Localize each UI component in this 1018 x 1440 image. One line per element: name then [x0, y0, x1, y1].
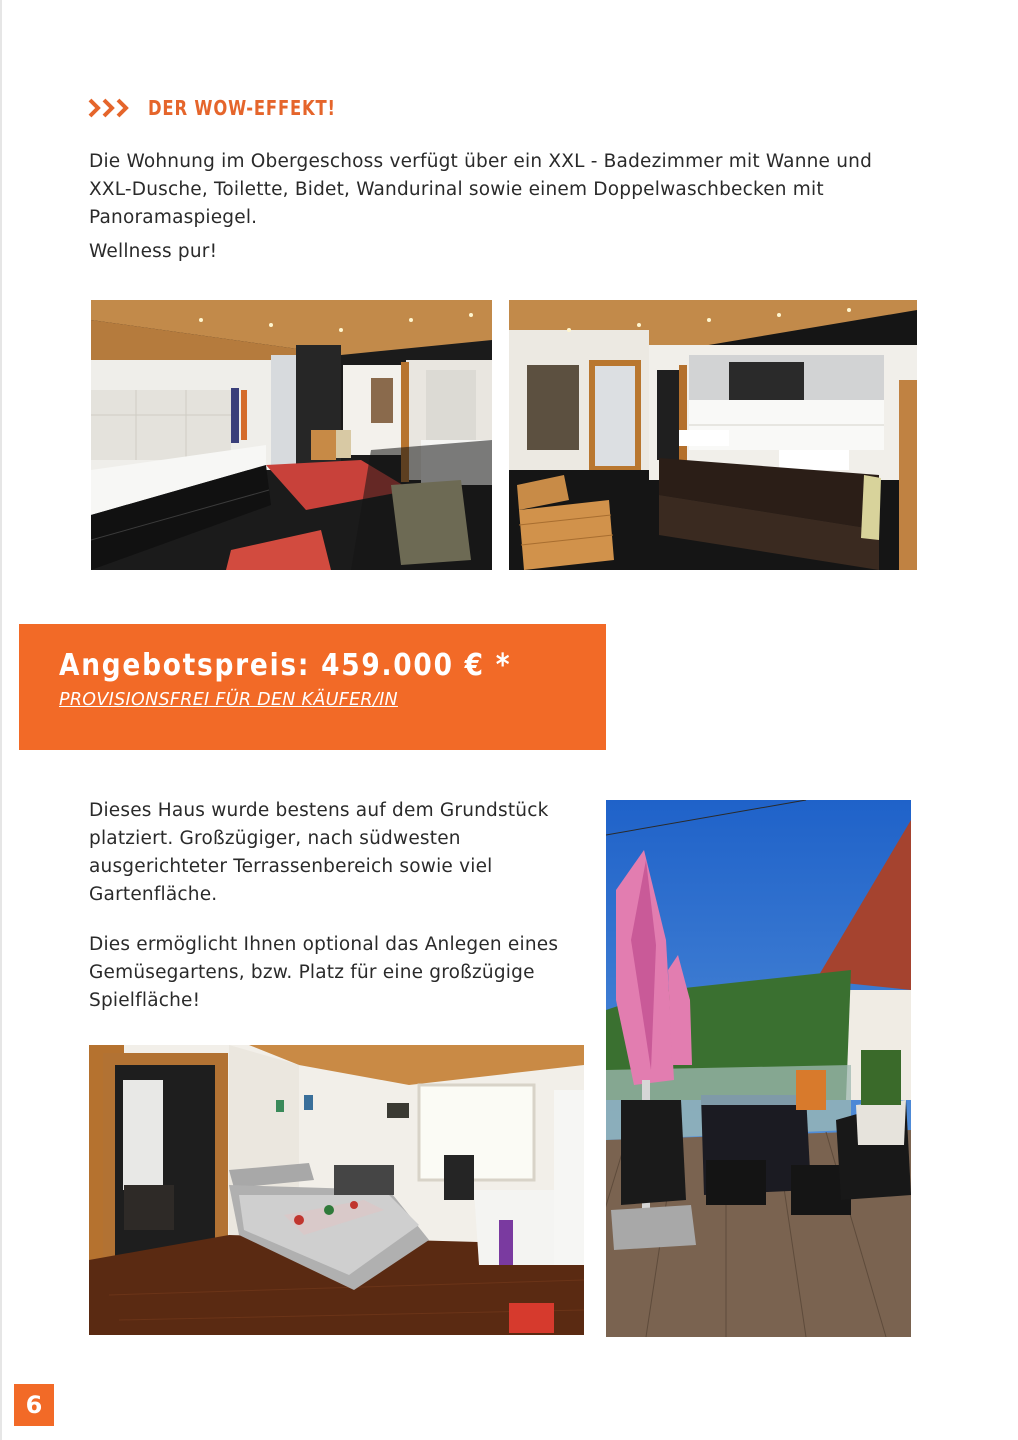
offer-price: Angebotspreis: 459.000 € *: [59, 648, 512, 683]
page-number: 6: [14, 1384, 54, 1426]
section-heading: [88, 92, 377, 124]
wellness-tagline: Wellness pur!: [89, 241, 218, 262]
bedroom-photo: [89, 1045, 584, 1335]
triple-chevron-icon: [88, 95, 134, 121]
page-edge: [0, 0, 2, 1440]
price-banner: [19, 624, 606, 750]
bathroom-photo-double-sink: [509, 300, 917, 570]
garden-options-text: Dies ermöglicht Ihnen optional das Anlegen eines Gemüsegartens, bzw. Platz für eine großzügige Spielfläche!: [89, 934, 559, 1011]
terrace-photo: [606, 800, 911, 1337]
commission-free-note: PROVISIONSFREI FÜR DEN KÄUFER/IN: [59, 690, 398, 710]
section-heading-text: DER WOW-EFFEKT!: [148, 96, 336, 120]
bathroom-description: Die Wohnung im Obergeschoss verfügt über ein XXL - Badezimmer mit Wanne und XXL-Dusche, Toilette, Bidet, Wandurinal sowie einem Doppelwaschbecken mit Panoramaspiegel.: [89, 151, 873, 228]
bathroom-photo-bathtub: [91, 300, 492, 570]
property-placement-text: Dieses Haus wurde bestens auf dem Grundstück platziert. Großzügiger, nach südwesten ausgerichteter Terrassenbereich sowie viel Gartenfläche.: [89, 800, 549, 905]
